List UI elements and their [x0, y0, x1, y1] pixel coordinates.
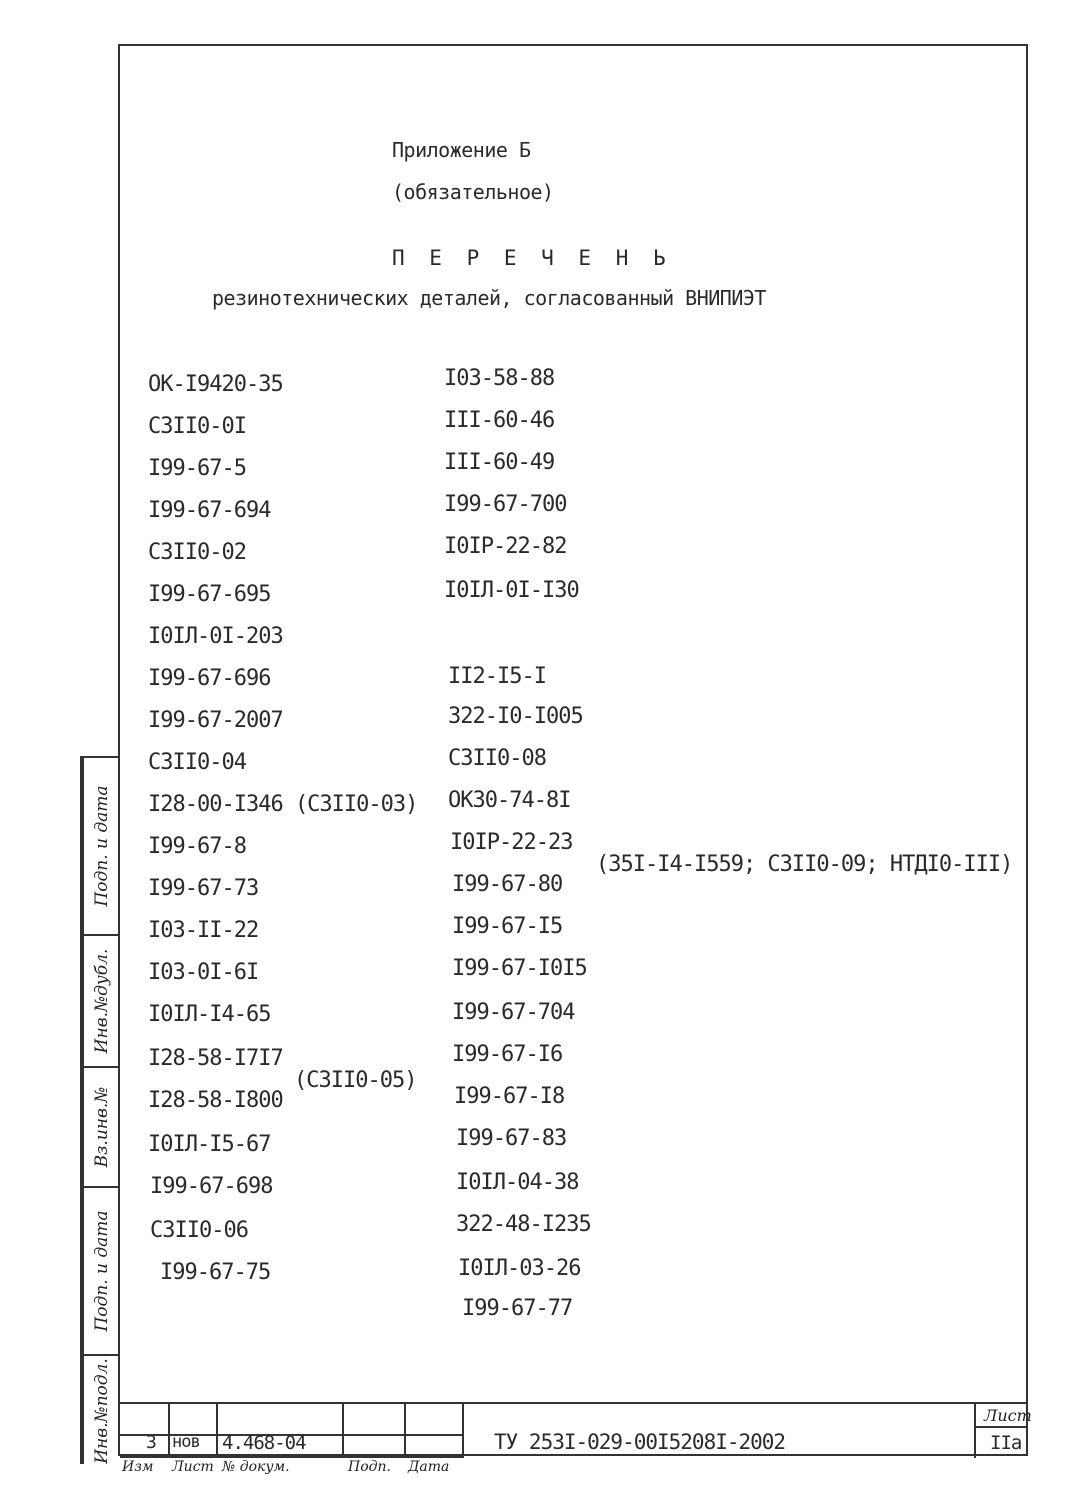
document-designation: ТУ 253I-029-00I5208I-2002: [494, 1430, 786, 1454]
list-item: C3II0-04: [148, 750, 246, 775]
list-item: I99-67-698: [150, 1174, 273, 1199]
stamp-caption-izm: Изм: [122, 1459, 154, 1475]
appendix-label: Приложение Б: [392, 138, 531, 162]
list-item: I0IP-22-23: [450, 830, 573, 855]
list-item: I0IЛ-0I-203: [148, 624, 283, 649]
stamp-caption-list: Лист: [172, 1459, 214, 1475]
mandatory-label: (обязательное): [392, 180, 554, 204]
side-label: Вз.инв.№: [92, 1086, 112, 1168]
list-item: I03-58-88: [444, 366, 555, 391]
list-item: I28-00-I346 (C3II0-03): [148, 792, 418, 817]
list-item: I99-67-2007: [148, 708, 283, 733]
list-item: I99-67-83: [456, 1126, 567, 1151]
document-subtitle: резинотехнических деталей, согласованный ВНИПИЭТ: [212, 286, 766, 310]
stamp-rule: [216, 1404, 218, 1458]
side-cell: [84, 1068, 120, 1188]
list-item: I99-67-700: [444, 492, 567, 517]
side-cell: [84, 1188, 120, 1356]
stamp-caption-sign: Подп.: [348, 1459, 391, 1475]
stamp-rule: [120, 1402, 1028, 1404]
list-item: 322-I0-I005: [448, 704, 583, 729]
list-item: I03-0I-6I: [148, 960, 259, 985]
list-item: I99-67-695: [148, 582, 271, 607]
list-item: II2-I5-I: [448, 664, 546, 689]
list-item: I03-II-22: [148, 918, 259, 943]
list-item: I99-67-694: [148, 498, 271, 523]
list-item: I99-67-696: [148, 666, 271, 691]
stamp-rule: [974, 1404, 976, 1458]
side-cell: [84, 936, 120, 1068]
stamp-rule: [168, 1404, 170, 1458]
side-cell: [84, 758, 120, 936]
list-item: 322-48-I235: [456, 1212, 591, 1237]
list-item: I0IЛ-03-26: [458, 1256, 581, 1281]
list-item: I99-67-704: [452, 1000, 575, 1025]
stamp-doc-number: 4.468-04: [222, 1432, 306, 1454]
stamp-rule: [404, 1404, 406, 1458]
list-item: I99-67-I0I5: [452, 956, 587, 981]
list-item: I0IЛ-0I-I30: [444, 578, 579, 603]
stamp-list: нов: [172, 1432, 200, 1452]
stamp-rule: [120, 1456, 464, 1458]
side-label: Подп. и дата: [92, 1210, 112, 1332]
list-item: C3II0-02: [148, 540, 246, 565]
sheet-caption: Лист: [984, 1406, 1032, 1425]
side-label: Инв.№дубл.: [92, 948, 112, 1054]
stamp-caption-date: Дата: [408, 1459, 450, 1475]
side-stamp: [82, 756, 118, 1464]
list-item: I99-67-80: [452, 872, 563, 897]
list-item: I28-58-I800: [148, 1088, 283, 1113]
list-item: I28-58-I7I7: [148, 1046, 283, 1071]
side-label: Подп. и дата: [92, 785, 112, 907]
list-item: I99-67-75: [160, 1260, 271, 1285]
list-item: I99-67-I6: [452, 1042, 563, 1067]
side-rule: [80, 756, 82, 1464]
list-item: I99-67-77: [462, 1296, 573, 1321]
side-label: Инв.№подл.: [92, 1358, 112, 1464]
list-item: I99-67-8: [148, 834, 246, 859]
list-item: I0IЛ-04-38: [456, 1170, 579, 1195]
list-item: III-60-49: [444, 450, 555, 475]
stamp-rule: [462, 1404, 464, 1458]
list-item: I0IЛ-I5-67: [148, 1132, 271, 1157]
list-item: OK-I9420-35: [148, 372, 283, 397]
sheet-number: IIа: [990, 1432, 1022, 1454]
list-item: C3II0-06: [150, 1218, 248, 1243]
list-item: I99-67-5: [148, 456, 246, 481]
list-item: C3II0-0I: [148, 414, 246, 439]
list-item: I99-67-I5: [452, 914, 563, 939]
stamp-izm: 3: [146, 1432, 156, 1453]
list-item: I0IP-22-82: [444, 534, 567, 559]
right-note: (35I-I4-I559; C3II0-09; НТДI0-III): [596, 852, 1013, 877]
list-item: I0IЛ-I4-65: [148, 1002, 271, 1027]
list-item: C3II0-08: [448, 746, 546, 771]
list-item: III-60-46: [444, 408, 555, 433]
list-item: I99-67-I8: [454, 1084, 565, 1109]
document-title: П Е Р Е Ч Е Н Ь: [392, 246, 672, 270]
list-item: OK30-74-8I: [448, 788, 571, 813]
stamp-rule: [976, 1426, 1028, 1428]
stamp-rule: [342, 1404, 344, 1458]
list-item: I99-67-73: [148, 876, 259, 901]
bracket-note: (C3II0-05): [294, 1068, 417, 1093]
stamp-caption-doc: № докум.: [222, 1459, 290, 1475]
side-cell: [84, 1356, 120, 1466]
